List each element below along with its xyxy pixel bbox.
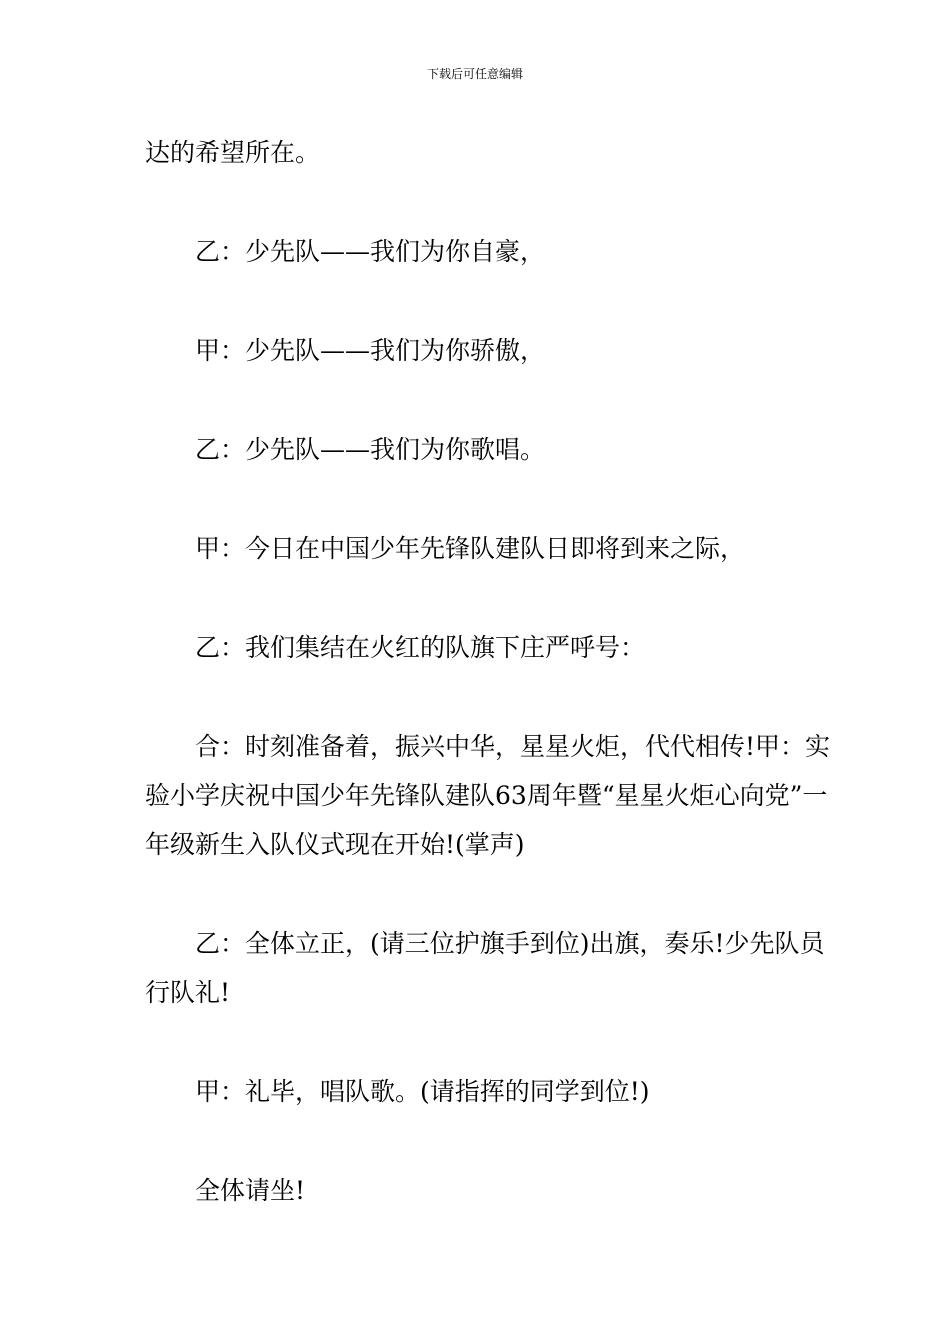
- paragraph: 全体请坐!: [195, 1176, 306, 1205]
- document-body: [145, 128, 835, 1215]
- paragraph: 甲：今日在中国少年先锋队建队日即将到来之际，: [195, 534, 746, 563]
- paragraph: 甲：礼毕，唱队歌。(请指挥的同学到位!): [195, 1077, 650, 1106]
- paragraph: 甲：少先队——我们为你骄傲，: [195, 336, 546, 365]
- paragraph: 乙：全体立正，(请三位护旗手到位)出旗，奏乐!少先队员行队礼!: [145, 929, 825, 1007]
- paragraph: 乙：少先队——我们为你自豪，: [195, 237, 546, 266]
- paragraph: 乙：少先队——我们为你歌唱。: [195, 435, 546, 464]
- paragraph: 乙：我们集结在火红的队旗下庄严呼号：: [195, 633, 646, 662]
- page-header: 下载后可任意编辑: [426, 67, 523, 81]
- paragraph: 达的希望所在。: [145, 138, 321, 167]
- paragraph: 合：时刻准备着，振兴中华，星星火炬，代代相传!甲：实验小学庆祝中国少年先锋队建队63周年暨“星星火炬心向党”一年级新生入队仪式现在开始!(掌声): [145, 732, 831, 859]
